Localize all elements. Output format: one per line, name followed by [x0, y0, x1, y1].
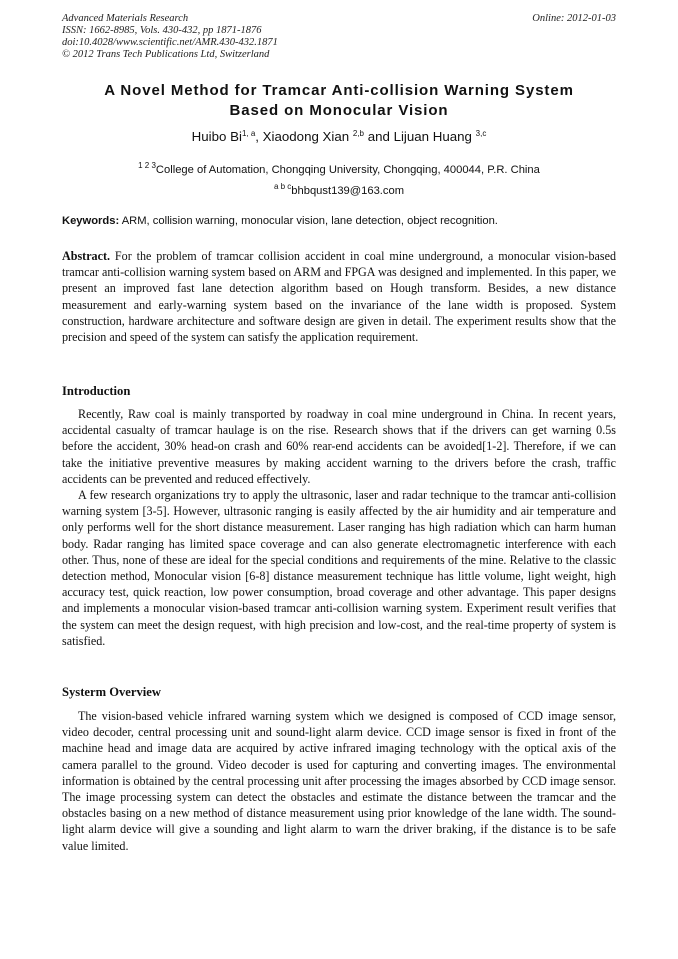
abstract-text: For the problem of tramcar collision accident in coal mine underground, a monocular vision-based tramcar anti-collision warning system based on ARM and FPGA was designed and implemented. In this paper, we present an improved fast lane detection algorithm based on Hough transform. Besides, a new distance measurement and early-warning system based on the invariance of the lane width is proposed. System construction, hardware architecture and software design are given in detail. The experiment results show that the precision and speed of the system can satisfy the application requirement.: [62, 249, 616, 345]
paper-title-line-2: Based on Monocular Vision: [229, 102, 449, 119]
journal-issn: ISSN: 1662-8985, Vols. 430-432, pp 1871-1876: [62, 25, 262, 36]
paragraph: Recently, Raw coal is mainly transported by roadway in coal mine underground in China. In recent years, accidental casualty of tramcar haulage is on the rise. Research shows that if the drivers can get warning 0.5s before the accident, 30% head-on crash and 60% rear-end accidents can be avoided[1-2]. Therefore, if we can take the initiative preventive measures by making accident warning to the drivers before the crash, traffic accidents can be prevented and reduced effectively.: [62, 407, 616, 486]
author-marker: 3,c: [475, 129, 487, 138]
author-name: Xiaodong Xian: [262, 129, 353, 144]
journal-copyright: © 2012 Trans Tech Publications Ltd, Switzerland: [62, 49, 270, 60]
author-name: Lijuan Huang: [393, 129, 476, 144]
abstract-label: Abstract.: [62, 249, 111, 263]
paragraph: A few research organizations try to apply the ultrasonic, laser and radar technique to the tramcar anti-collision warning system [3-5]. However, ultrasonic ranging is easily affected by the air humidity and air temperature and only performs well for the short distance measurement. Laser ranging has high radiation which can harm human body. Radar ranging has limited space coverage and can also generate electromagnetic interference with each other. Thus, none of these are ideal for the special conditions and requirements of the mine. Relative to the classic detection method, Monocular vision [6-8] distance measurement technique has little volume, light weight, high accuracy test, quick reaction, low power consumption, broad coverage and other advantage. This paper designs and implements a monocular vision-based tramcar anti-collision warning system. Experiment result verifies that the system can meet the design request, with high precision and low-cost, and the real-time property of system is satisfied.: [62, 488, 616, 648]
journal-header: [62, 13, 616, 61]
author-list: [62, 128, 616, 146]
abstract: [62, 248, 616, 345]
paragraph: The vision-based vehicle infrared warning system which we designed is composed of CCD image sensor, video decoder, central processing unit and sound-light alarm device. CCD image sensor is fixed in front of the machine head and image data are acquired by active infrared imaging technology with the optical axis of the camera parallel to the ground. Video decoder is used for capturing and converting images. The environmental information is obtained by the central processing unit after processing the images absorbed by CCD image sensor. The image processing system can detect the obstacles and estimate the distance between the tramcar and the obstacles basing on a new method of distance measurement using prior knowledge of the lane width. The sound-light alarm device will give a sounding and light alarm to warn the driver braking, if the distance is to be safe value limited.: [62, 709, 616, 853]
online-date: Online: 2012-01-03: [532, 13, 616, 24]
journal-doi: doi:10.4028/www.scientific.net/AMR.430-432.1871: [62, 37, 278, 48]
email-text: bhbqust139@163.com: [291, 185, 405, 197]
paper-title: [62, 81, 616, 121]
affiliation-marker: 1 2 3: [138, 161, 156, 170]
affiliation-text: College of Automation, Chongqing University, Chongqing, 400044, P.R. China: [155, 164, 540, 176]
author-name: Huibo Bi: [191, 129, 242, 144]
affiliation: [62, 163, 616, 177]
keywords: [62, 214, 616, 228]
keywords-text: ARM, collision warning, monocular vision, lane detection, object recognition.: [119, 215, 498, 227]
email-marker: a b c: [273, 182, 292, 191]
section-introduction: [62, 406, 616, 649]
section-heading-introduction: Introduction: [62, 384, 131, 398]
author-separator: and: [364, 129, 394, 144]
journal-name: Advanced Materials Research: [62, 13, 189, 24]
author-separator: ,: [255, 129, 263, 144]
paper-title-line-1: A Novel Method for Tramcar Anti-collision Warning System: [104, 82, 574, 99]
author-marker: 2,b: [352, 129, 364, 138]
author-marker: 1, a: [241, 129, 256, 138]
section-heading-system-overview: Systerm Overview: [62, 685, 161, 699]
keywords-label: Keywords:: [62, 215, 120, 227]
section-system-overview: [62, 708, 616, 854]
author-email: [62, 184, 616, 198]
